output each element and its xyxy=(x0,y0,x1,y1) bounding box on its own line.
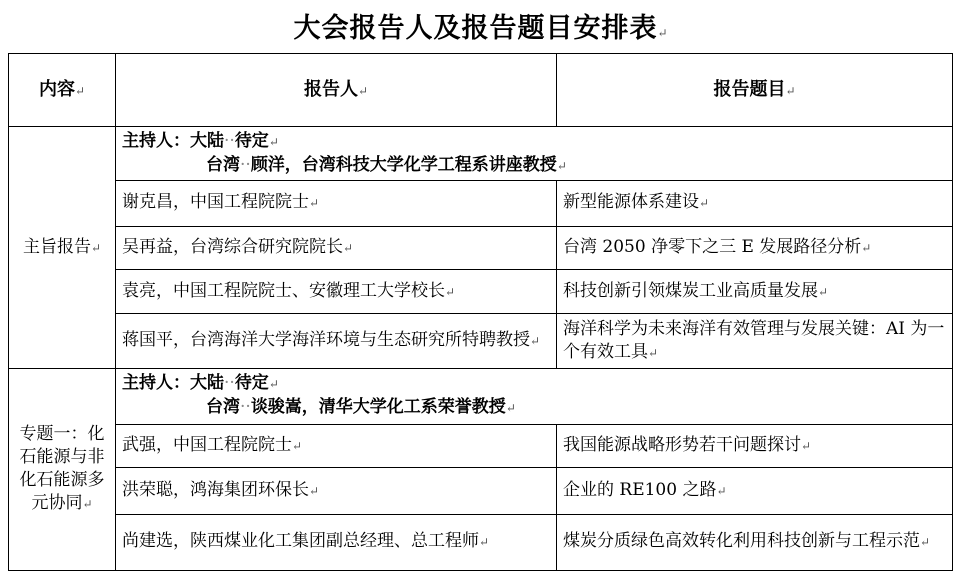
topic-cell: 台湾 2050 净零下之三 E 发展路径分析↵ xyxy=(557,226,953,269)
speaker-cell: 蒋国平，台湾海洋大学海洋环境与生态研究所特聘教授↵ xyxy=(116,314,557,368)
topic-cell: 煤炭分质绿色高效转化利用科技创新与工程示范↵ xyxy=(557,514,953,570)
topic-cell: 科技创新引领煤炭工业高质量发展↵ xyxy=(557,270,953,314)
speaker-cell: 吴再益，台湾综合研究院院长↵ xyxy=(116,226,557,269)
header-content: 内容↵ xyxy=(9,54,116,127)
table-row xyxy=(9,226,953,269)
speaker-cell: 尚建选，陕西煤业化工集团副总经理、总工程师↵ xyxy=(116,514,557,570)
host-cell xyxy=(116,127,953,180)
host-taiwan-line: 台湾··谈骏嵩，清华大学化工系荣誉教授↵ xyxy=(206,397,516,418)
page-title: 大会报告人及报告题目安排表↵ xyxy=(293,13,669,44)
host-mainland-line: 主持人：大陆··待定↵ xyxy=(122,373,279,394)
schedule-table xyxy=(8,53,953,571)
topic-cell: 我国能源战略形势若干问题探讨↵ xyxy=(557,425,953,468)
table-row xyxy=(9,514,953,570)
section-label-keynote: 主旨报告↵ xyxy=(9,127,116,368)
table-row xyxy=(9,314,953,368)
speaker-cell: 武强，中国工程院院士↵ xyxy=(116,425,557,468)
table-row xyxy=(9,425,953,468)
host-mainland-line: 主持人：大陆··待定↵ xyxy=(122,130,279,151)
table-header-row xyxy=(9,54,953,127)
host-row xyxy=(9,368,953,424)
host-taiwan-line: 台湾··顾洋，台湾科技大学化学工程系讲座教授↵ xyxy=(206,154,567,175)
table-row xyxy=(9,468,953,514)
header-topic: 报告题目↵ xyxy=(557,54,953,127)
table-row xyxy=(9,270,953,314)
section-label-topic1: 专题一：化石能源与非化石能源多元协同↵ xyxy=(9,368,116,570)
topic-cell: 海洋科学为未来海洋有效管理与发展关键：AI 为一个有效工具↵ xyxy=(557,314,953,368)
host-row xyxy=(9,127,953,180)
header-speaker: 报告人↵ xyxy=(116,54,557,127)
table-row xyxy=(9,180,953,226)
speaker-cell: 袁亮，中国工程院院士、安徽理工大学校长↵ xyxy=(116,270,557,314)
topic-cell: 新型能源体系建设↵ xyxy=(557,180,953,226)
host-cell xyxy=(116,368,953,424)
topic-cell: 企业的 RE100 之路↵ xyxy=(557,468,953,514)
speaker-cell: 洪荣聪，鸿海集团环保长↵ xyxy=(116,468,557,514)
speaker-cell: 谢克昌，中国工程院院士↵ xyxy=(116,180,557,226)
